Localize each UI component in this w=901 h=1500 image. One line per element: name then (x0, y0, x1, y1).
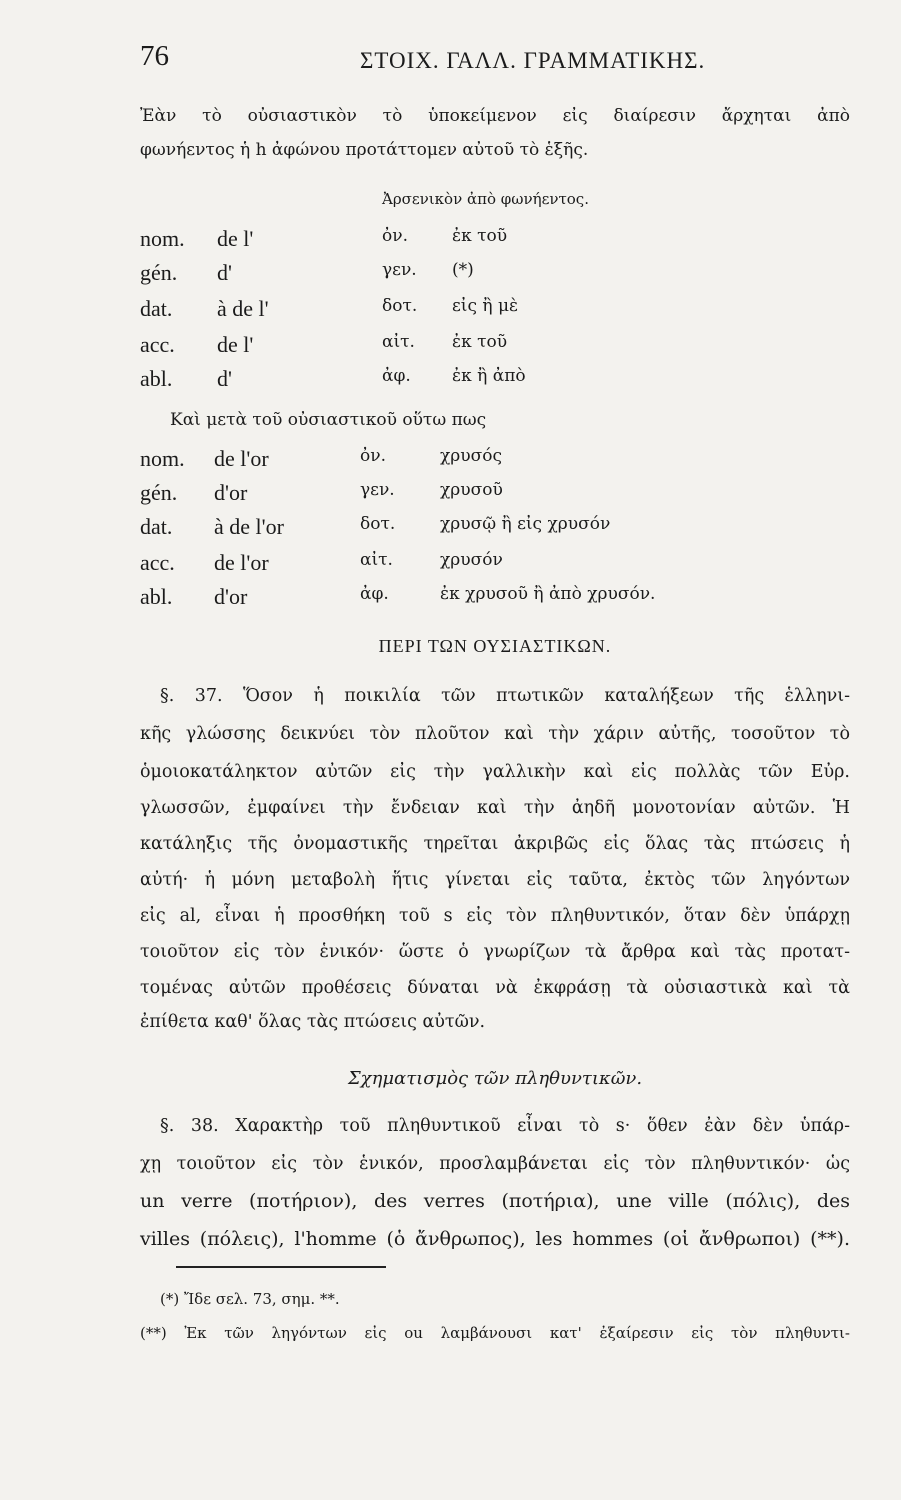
case-label: dat. (140, 514, 173, 539)
greek-form: ἐκ τοῦ (452, 332, 508, 352)
footnote-rule (176, 1266, 386, 1268)
greek-case: ὀν. (360, 446, 386, 466)
case-label: nom. (140, 226, 185, 251)
page-header (140, 40, 850, 80)
french-form: d'or (214, 480, 248, 505)
table1-row (140, 296, 850, 328)
table2-row (140, 514, 850, 546)
paragraph-line: ἐπίθετα καθ' ὅλας τὰς πτώσεις αὐτῶν. (140, 1012, 486, 1032)
paragraph-line: γλωσσῶν, ἐμφαίνει τὴν ἔνδειαν καὶ τὴν ἀηδῆ μονοτονίαν αὐτῶν. Ἡ (140, 798, 850, 818)
paragraph-line: un verre (ποτήριον), des verres (ποτήρια), une ville (πόλις), des (140, 1190, 850, 1212)
table2-row (140, 584, 850, 616)
greek-case: δοτ. (360, 514, 396, 534)
greek-case: ἀφ. (360, 584, 389, 604)
french-form: d' (217, 260, 232, 285)
french-form: de l'or (214, 550, 269, 575)
table2-row (140, 480, 850, 512)
greek-form: χρυσόν (440, 550, 503, 570)
greek-case: ὀν. (382, 226, 408, 246)
greek-form: ἐκ τοῦ (452, 226, 508, 246)
greek-form: ἐκ ἢ ἀπὸ (452, 366, 526, 386)
paragraph-line: ὁμοιοκατάληκτον αὐτῶν εἰς τὴν γαλλικὴν καὶ εἰς πολλὰς τῶν Εὐρ. (140, 762, 850, 782)
case-label: dat. (140, 296, 173, 321)
greek-case: γεν. (360, 480, 395, 500)
running-title: ΣΤΟΙΧ. ΓΑΛΛ. ΓΡΑΜΜΑΤΙΚΗΣ. (360, 48, 706, 73)
french-form: à de l' (217, 296, 269, 321)
paragraph-line: χῃ τοιοῦτον εἰς τὸν ἑνικόν, προσλαμβάνεται εἰς τὸν πληθυντικόν· ὡς (140, 1154, 850, 1174)
paragraph-line: κῆς γλώσσης δεικνύει τὸν πλοῦτον καὶ τὴν χάριν αὐτῆς, τοσοῦτον τὸ (140, 724, 850, 744)
paragraph-line: §. 37. Ὅσον ἡ ποικιλία τῶν πτωτικῶν καταλήξεων τῆς ἑλληνι- (160, 686, 850, 706)
page-number: 76 (140, 40, 169, 72)
greek-form: χρυσός (440, 446, 502, 466)
case-label: gén. (140, 260, 178, 285)
french-form: d' (217, 366, 232, 391)
case-label: acc. (140, 332, 175, 357)
case-label: gén. (140, 480, 178, 505)
french-form: de l'or (214, 446, 269, 471)
section-title: ΠΕΡΙ ΤΩΝ ΟΥΣΙΑΣΤΙΚΩΝ. (378, 636, 612, 656)
case-label: nom. (140, 446, 185, 471)
greek-case: ἀφ. (382, 366, 411, 386)
table2-row (140, 550, 850, 582)
greek-form: (*) (452, 260, 474, 280)
table1-row (140, 366, 850, 398)
french-form: de l' (217, 226, 254, 251)
greek-form: χρυσῷ ἢ εἰς χρυσόν (440, 514, 611, 534)
intro-line-1: Ἐὰν τὸ οὐσιαστικὸν τὸ ὑποκείμενον εἰς διαίρεσιν ἄρχηται ἀπὸ (140, 106, 850, 126)
table1-row (140, 226, 850, 258)
subheading: Σχηματισμὸς τῶν πληθυντικῶν. (347, 1068, 643, 1089)
table1-row (140, 260, 850, 292)
greek-case: δοτ. (382, 296, 418, 316)
paragraph-line: τομένας αὐτῶν προθέσεις δύναται νὰ ἐκφράσῃ τὰ οὐσιαστικὰ καὶ τὰ (140, 978, 850, 998)
case-label: acc. (140, 550, 175, 575)
table2-heading: Καὶ μετὰ τοῦ οὐσιαστικοῦ οὕτω πως (170, 410, 487, 430)
case-label: abl. (140, 584, 173, 609)
greek-form: ἐκ χρυσοῦ ἢ ἀπὸ χρυσόν. (440, 584, 656, 604)
greek-case: γεν. (382, 260, 417, 280)
greek-case: αἰτ. (382, 332, 415, 352)
table1-heading: Ἀρσενικὸν ἀπὸ φωνήεντος. (382, 190, 589, 208)
french-form: d'or (214, 584, 248, 609)
paragraph-line: villes (πόλεις), l'homme (ὁ ἄνθρωπος), les hommes (οἱ ἄνθρωποι) (**). (140, 1228, 850, 1250)
case-label: abl. (140, 366, 173, 391)
paragraph-line: §. 38. Χαρακτὴρ τοῦ πληθυντικοῦ εἶναι τὸ s· ὅθεν ἐὰν δὲν ὑπάρ- (160, 1116, 850, 1136)
greek-case: αἰτ. (360, 550, 393, 570)
paragraph-line: κατάληξις τῆς ὀνομαστικῆς τηρεῖται ἀκριβῶς εἰς ὅλας τὰς πτώσεις ἡ (140, 834, 850, 854)
intro-line-2: φωνήεντος ἡ h ἀφώνου προτάττομεν αὐτοῦ τὸ ἑξῆς. (140, 140, 589, 160)
paragraph-line: τοιοῦτον εἰς τὸν ἑνικόν· ὥστε ὁ γνωρίζων τὰ ἄρθρα καὶ τὰς προτατ- (140, 942, 850, 962)
footnote-2: (**) Ἐκ τῶν ληγόντων εἰς ou λαμβάνουσι κατ' ἐξαίρεσιν εἰς τὸν πληθυντι- (140, 1324, 850, 1342)
greek-form: εἰς ἢ μὲ (452, 296, 519, 316)
french-form: de l' (217, 332, 254, 357)
french-form: à de l'or (214, 514, 284, 539)
footnote-1: (*) Ἴδε σελ. 73, σημ. **. (160, 1290, 340, 1308)
paragraph-line: αὐτή· ἡ μόνη μεταβολὴ ἥτις γίνεται εἰς ταῦτα, ἐκτὸς τῶν ληγόντων (140, 870, 850, 890)
paragraph-line: εἰς al, εἶναι ἡ προσθήκη τοῦ s εἰς τὸν πληθυντικόν, ὅταν δὲν ὑπάρχῃ (140, 906, 850, 926)
table2-row (140, 446, 850, 478)
table1-row (140, 332, 850, 364)
greek-form: χρυσοῦ (440, 480, 503, 500)
